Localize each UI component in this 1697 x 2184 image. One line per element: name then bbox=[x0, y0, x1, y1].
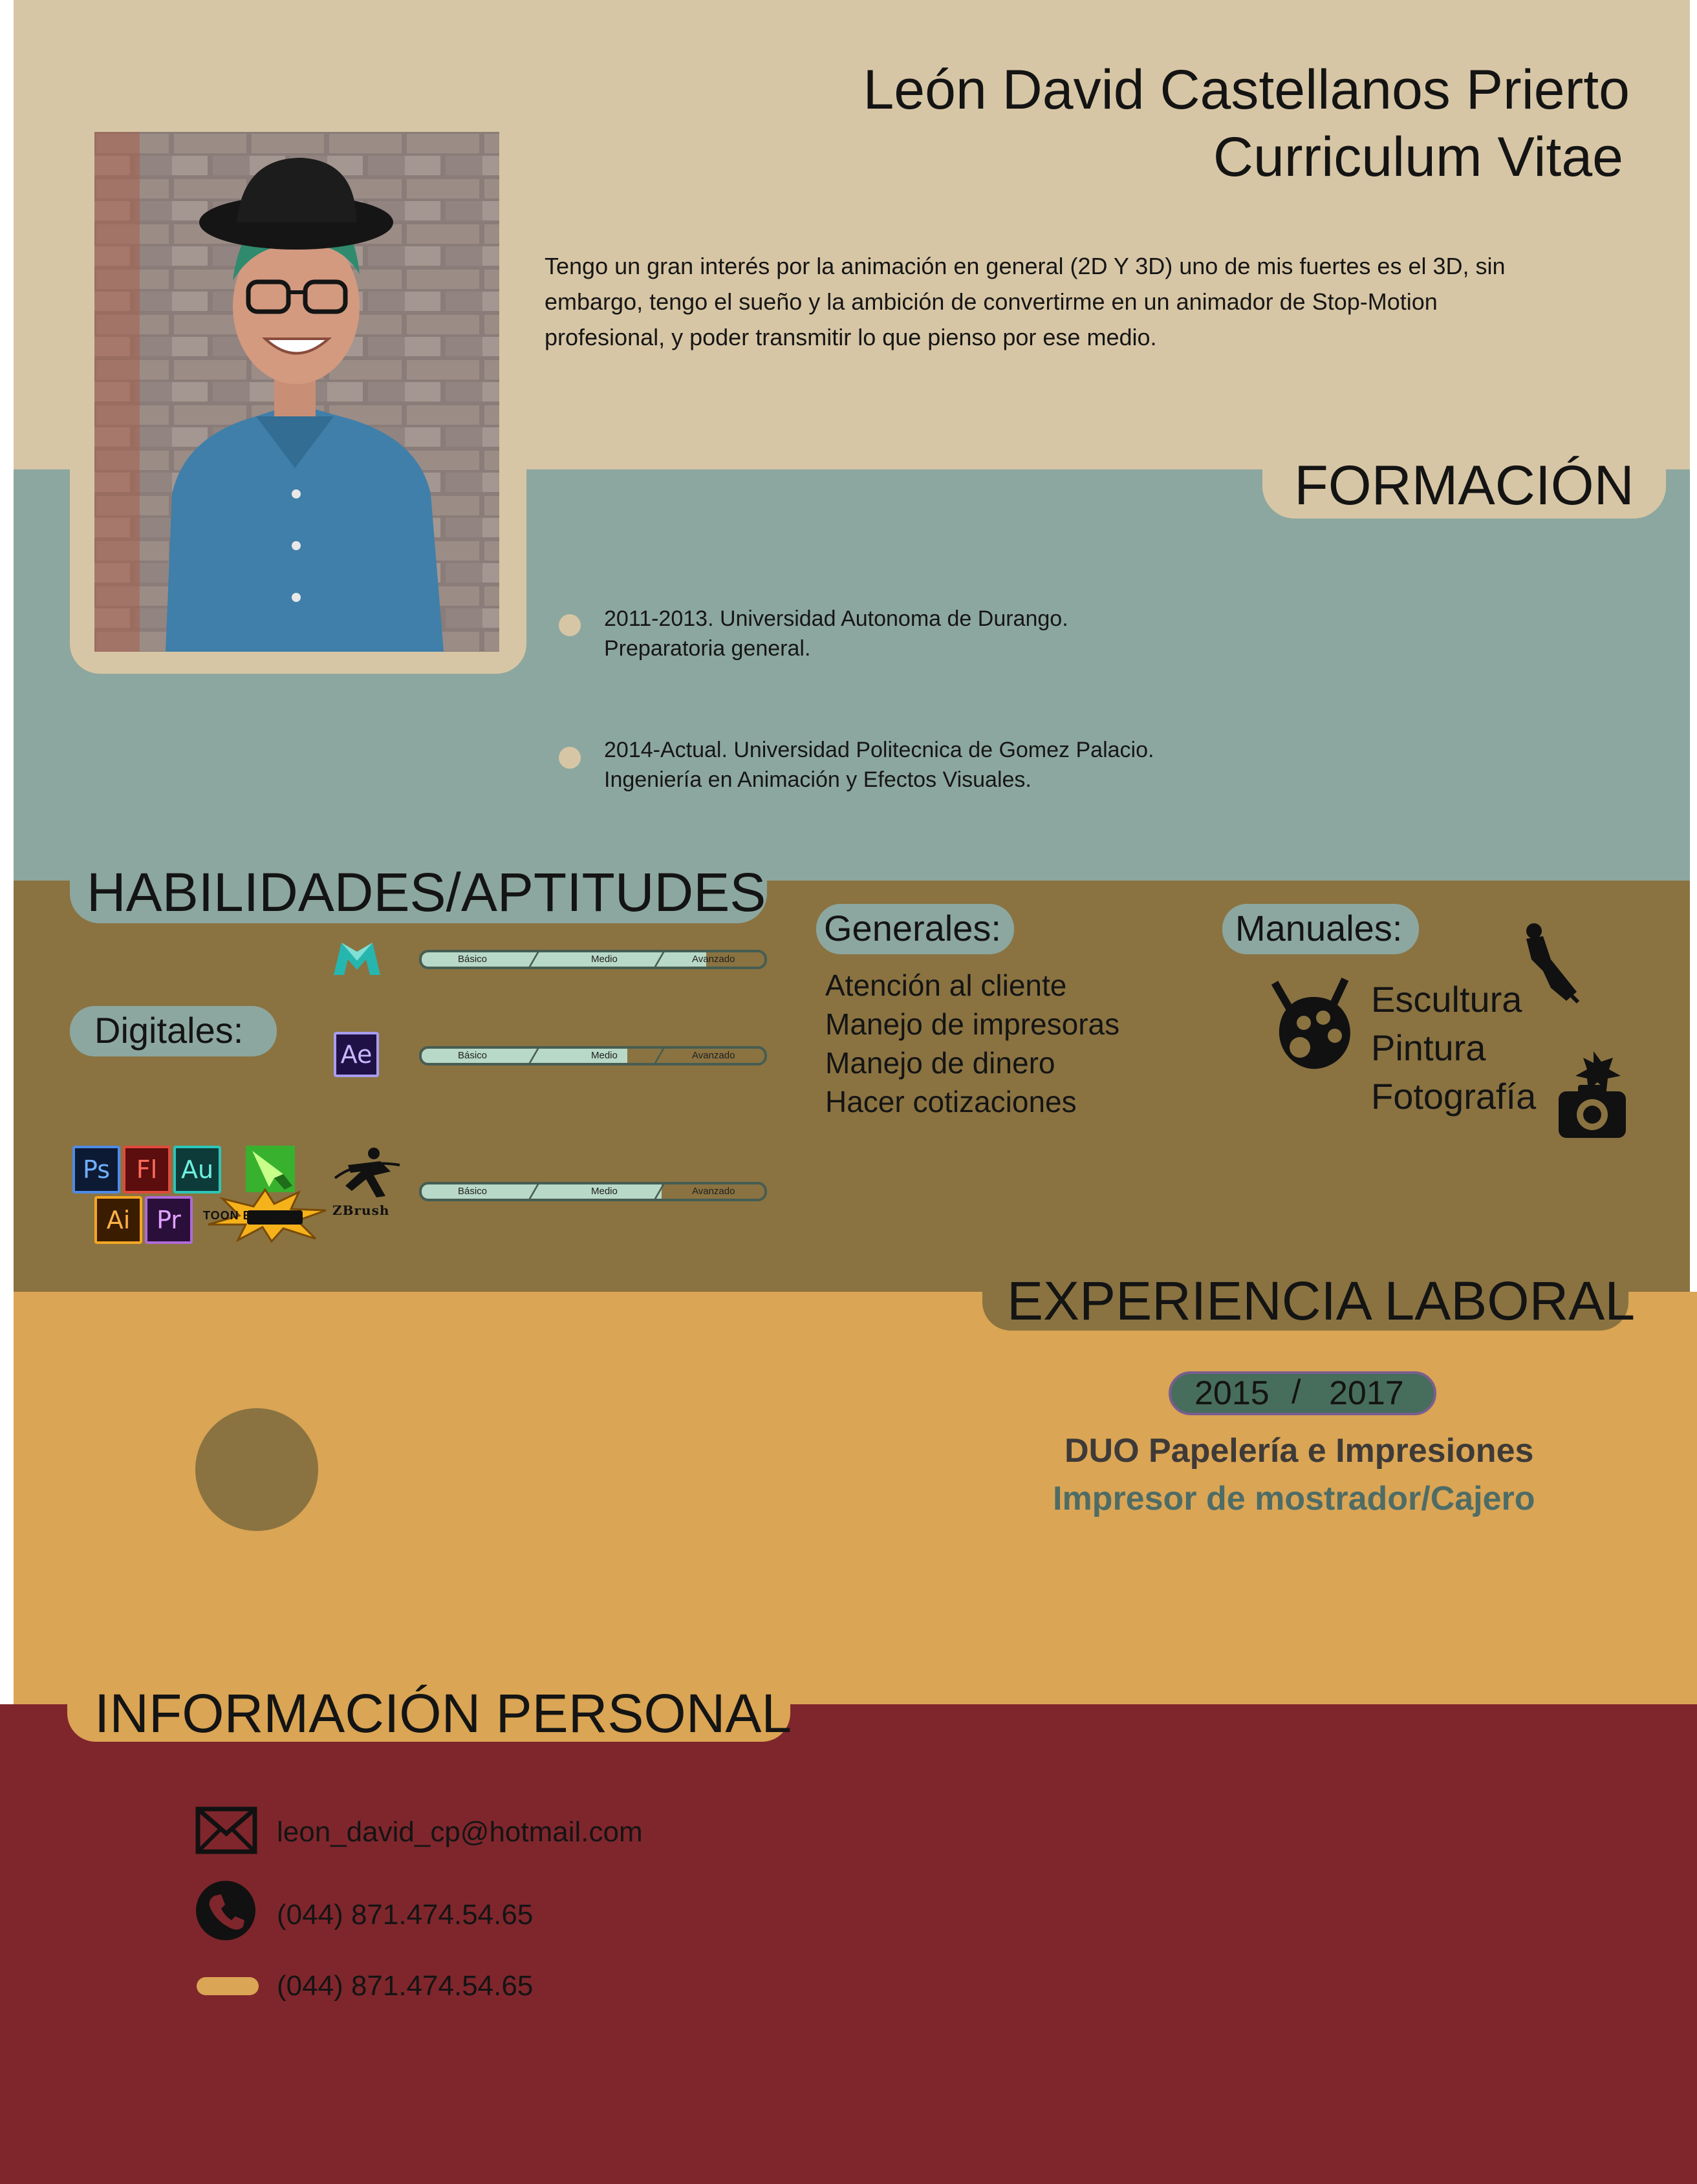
job-role: Impresor de mostrador/Cajero bbox=[1053, 1480, 1535, 1517]
digitales-label: Digitales: bbox=[70, 1006, 277, 1056]
level-medium-label: Medio bbox=[591, 1050, 618, 1061]
photoshop-icon bbox=[72, 1146, 120, 1194]
education-line: Ingeniería en Animación y Efectos Visuales. bbox=[604, 767, 1032, 792]
pen-tool-icon bbox=[246, 1146, 295, 1192]
audition-icon bbox=[173, 1146, 221, 1194]
experiencia-heading: EXPERIENCIA LABORAL bbox=[982, 1274, 1628, 1331]
email-text: leon_david_cp@hotmail.com bbox=[277, 1816, 643, 1848]
intro-paragraph: Tengo un gran interés por la animación en general (2D Y 3D) uno de mis fuertes es el 3D, sin embargo, tengo el sueño y la ambición de convertirme en un animador de Stop-Motion profesional, y poder transmitir lo que pienso por ese medio. bbox=[545, 253, 1506, 350]
education-line: 2011-2013. Universidad Autonoma de Durango. bbox=[604, 606, 1068, 631]
email-icon bbox=[195, 1806, 257, 1854]
list-item: Escultura bbox=[1371, 979, 1522, 1020]
zbrush-label: ZBrush bbox=[332, 1203, 390, 1218]
level-medium-label: Medio bbox=[591, 1186, 618, 1197]
illustrator-icon bbox=[94, 1196, 142, 1244]
list-item: Hacer cotizaciones bbox=[825, 1085, 1077, 1119]
years-badge bbox=[1169, 1371, 1436, 1415]
resume-name: León David Castellanos Prierto bbox=[863, 59, 1630, 121]
generales-list bbox=[825, 966, 1119, 1121]
decorative-circle bbox=[195, 1408, 318, 1531]
level-basic-label: Básico bbox=[458, 1050, 488, 1061]
list-item: Atención al cliente bbox=[825, 969, 1067, 1002]
level-medium-label: Medio bbox=[591, 954, 618, 965]
maya-icon bbox=[332, 940, 382, 976]
list-item: Manejo de dinero bbox=[825, 1046, 1055, 1080]
education-item bbox=[604, 735, 1154, 795]
flash-label: Fl bbox=[136, 1155, 158, 1184]
resume-subtitle: Curriculum Vitae bbox=[1213, 126, 1623, 188]
skill-level-bar bbox=[419, 1046, 767, 1065]
bullet-icon bbox=[559, 747, 581, 769]
list-item: Manejo de impresoras bbox=[825, 1007, 1120, 1041]
camera-icon bbox=[1556, 1050, 1630, 1139]
education-line: Preparatoria general. bbox=[604, 636, 811, 661]
habilidades-heading: HABILIDADES/APTITUDES bbox=[70, 862, 767, 923]
premiere-icon bbox=[145, 1196, 193, 1244]
phone-text: (044) 871.474.54.65 bbox=[277, 1899, 534, 1931]
after-effects-label: Ae bbox=[340, 1040, 373, 1069]
manuales-label: Manuales: bbox=[1222, 904, 1419, 954]
personal-heading: INFORMACIÓN PERSONAL bbox=[67, 1685, 790, 1742]
zbrush-icon bbox=[329, 1146, 406, 1223]
personal-background bbox=[0, 1704, 1697, 2184]
phone-text: (044) 871.474.54.65 bbox=[277, 1970, 534, 2002]
year-end: 2017 bbox=[1329, 1375, 1404, 1412]
education-line: 2014-Actual. Universidad Politecnica de Gomez Palacio. bbox=[604, 738, 1154, 762]
company-name: DUO Papelería e Impresiones bbox=[1065, 1432, 1534, 1470]
year-start: 2015 bbox=[1194, 1375, 1270, 1412]
formacion-heading: FORMACIÓN bbox=[1262, 453, 1666, 519]
photoshop-label: Ps bbox=[82, 1155, 111, 1184]
level-basic-label: Básico bbox=[458, 1186, 488, 1197]
list-item: Pintura bbox=[1371, 1027, 1486, 1068]
education-item bbox=[604, 604, 1068, 663]
level-advanced-label: Avanzado bbox=[692, 1050, 735, 1061]
mobile-icon bbox=[197, 1977, 259, 1995]
list-item: Fotografía bbox=[1371, 1076, 1537, 1117]
level-basic-label: Básico bbox=[458, 954, 488, 965]
level-advanced-label: Avanzado bbox=[692, 954, 735, 965]
level-advanced-label: Avanzado bbox=[692, 1186, 735, 1197]
bullet-icon bbox=[559, 614, 581, 636]
skill-level-bar bbox=[419, 1182, 767, 1201]
flash-icon bbox=[123, 1146, 171, 1194]
illustrator-label: Ai bbox=[106, 1206, 131, 1234]
audition-label: Au bbox=[180, 1155, 214, 1184]
toon-boom-logo bbox=[202, 1188, 329, 1243]
premiere-label: Pr bbox=[157, 1206, 181, 1234]
year-separator: / bbox=[1292, 1373, 1301, 1411]
generales-label: Generales: bbox=[816, 904, 1014, 954]
after-effects-icon bbox=[334, 1032, 379, 1077]
skill-level-bar bbox=[419, 950, 767, 969]
toon-boom-label: TOON BOOM bbox=[203, 1209, 282, 1222]
manuales-list bbox=[1371, 975, 1536, 1120]
paint-palette-icon bbox=[1271, 978, 1356, 1072]
phone-icon bbox=[195, 1880, 256, 1941]
profile-photo bbox=[94, 132, 499, 652]
